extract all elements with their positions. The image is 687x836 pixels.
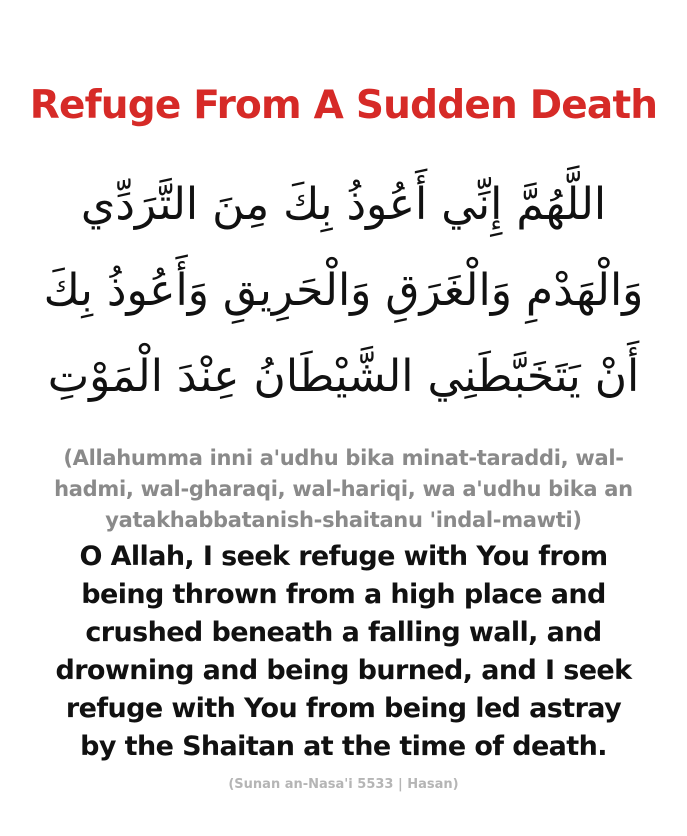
arabic-text <box>20 162 667 420</box>
transliteration-line: hadmi, wal-gharaqi, wal-hariqi, wa a'udhu bika an <box>54 477 633 501</box>
translation-line: being thrown from a high place and <box>81 579 606 610</box>
english-translation <box>14 538 673 766</box>
transliteration-line: (Allahumma inni a'udhu bika minat-taraddi, wal- <box>63 446 624 470</box>
translation-line: crushed beneath a falling wall, and <box>85 617 602 648</box>
page-title: Refuge From A Sudden Death <box>29 83 658 128</box>
arabic-line: وَالْهَدْمِ وَالْغَرَقِ وَالْحَرِيقِ وَأَعُوذُ بِكَ <box>43 265 644 316</box>
hadith-source: (Sunan an-Nasa'i 5533 | Hasan) <box>228 777 459 792</box>
transliteration <box>22 443 665 536</box>
arabic-line: اللَّهُمَّ إِنِّي أَعُوذُ بِكَ مِنَ التَّرَدِّي <box>80 179 607 230</box>
translation-line: by the Shaitan at the time of death. <box>80 731 607 762</box>
transliteration-line: yatakhabbatanish-shaitanu 'indal-mawti) <box>105 508 582 532</box>
translation-line: drowning and being burned, and I seek <box>55 655 632 686</box>
arabic-line: أَنْ يَتَخَبَّطَنِي الشَّيْطَانُ عِنْدَ الْمَوْتِ <box>47 351 640 402</box>
translation-line: O Allah, I seek refuge with You from <box>79 541 608 572</box>
translation-line: refuge with You from being led astray <box>65 693 622 724</box>
